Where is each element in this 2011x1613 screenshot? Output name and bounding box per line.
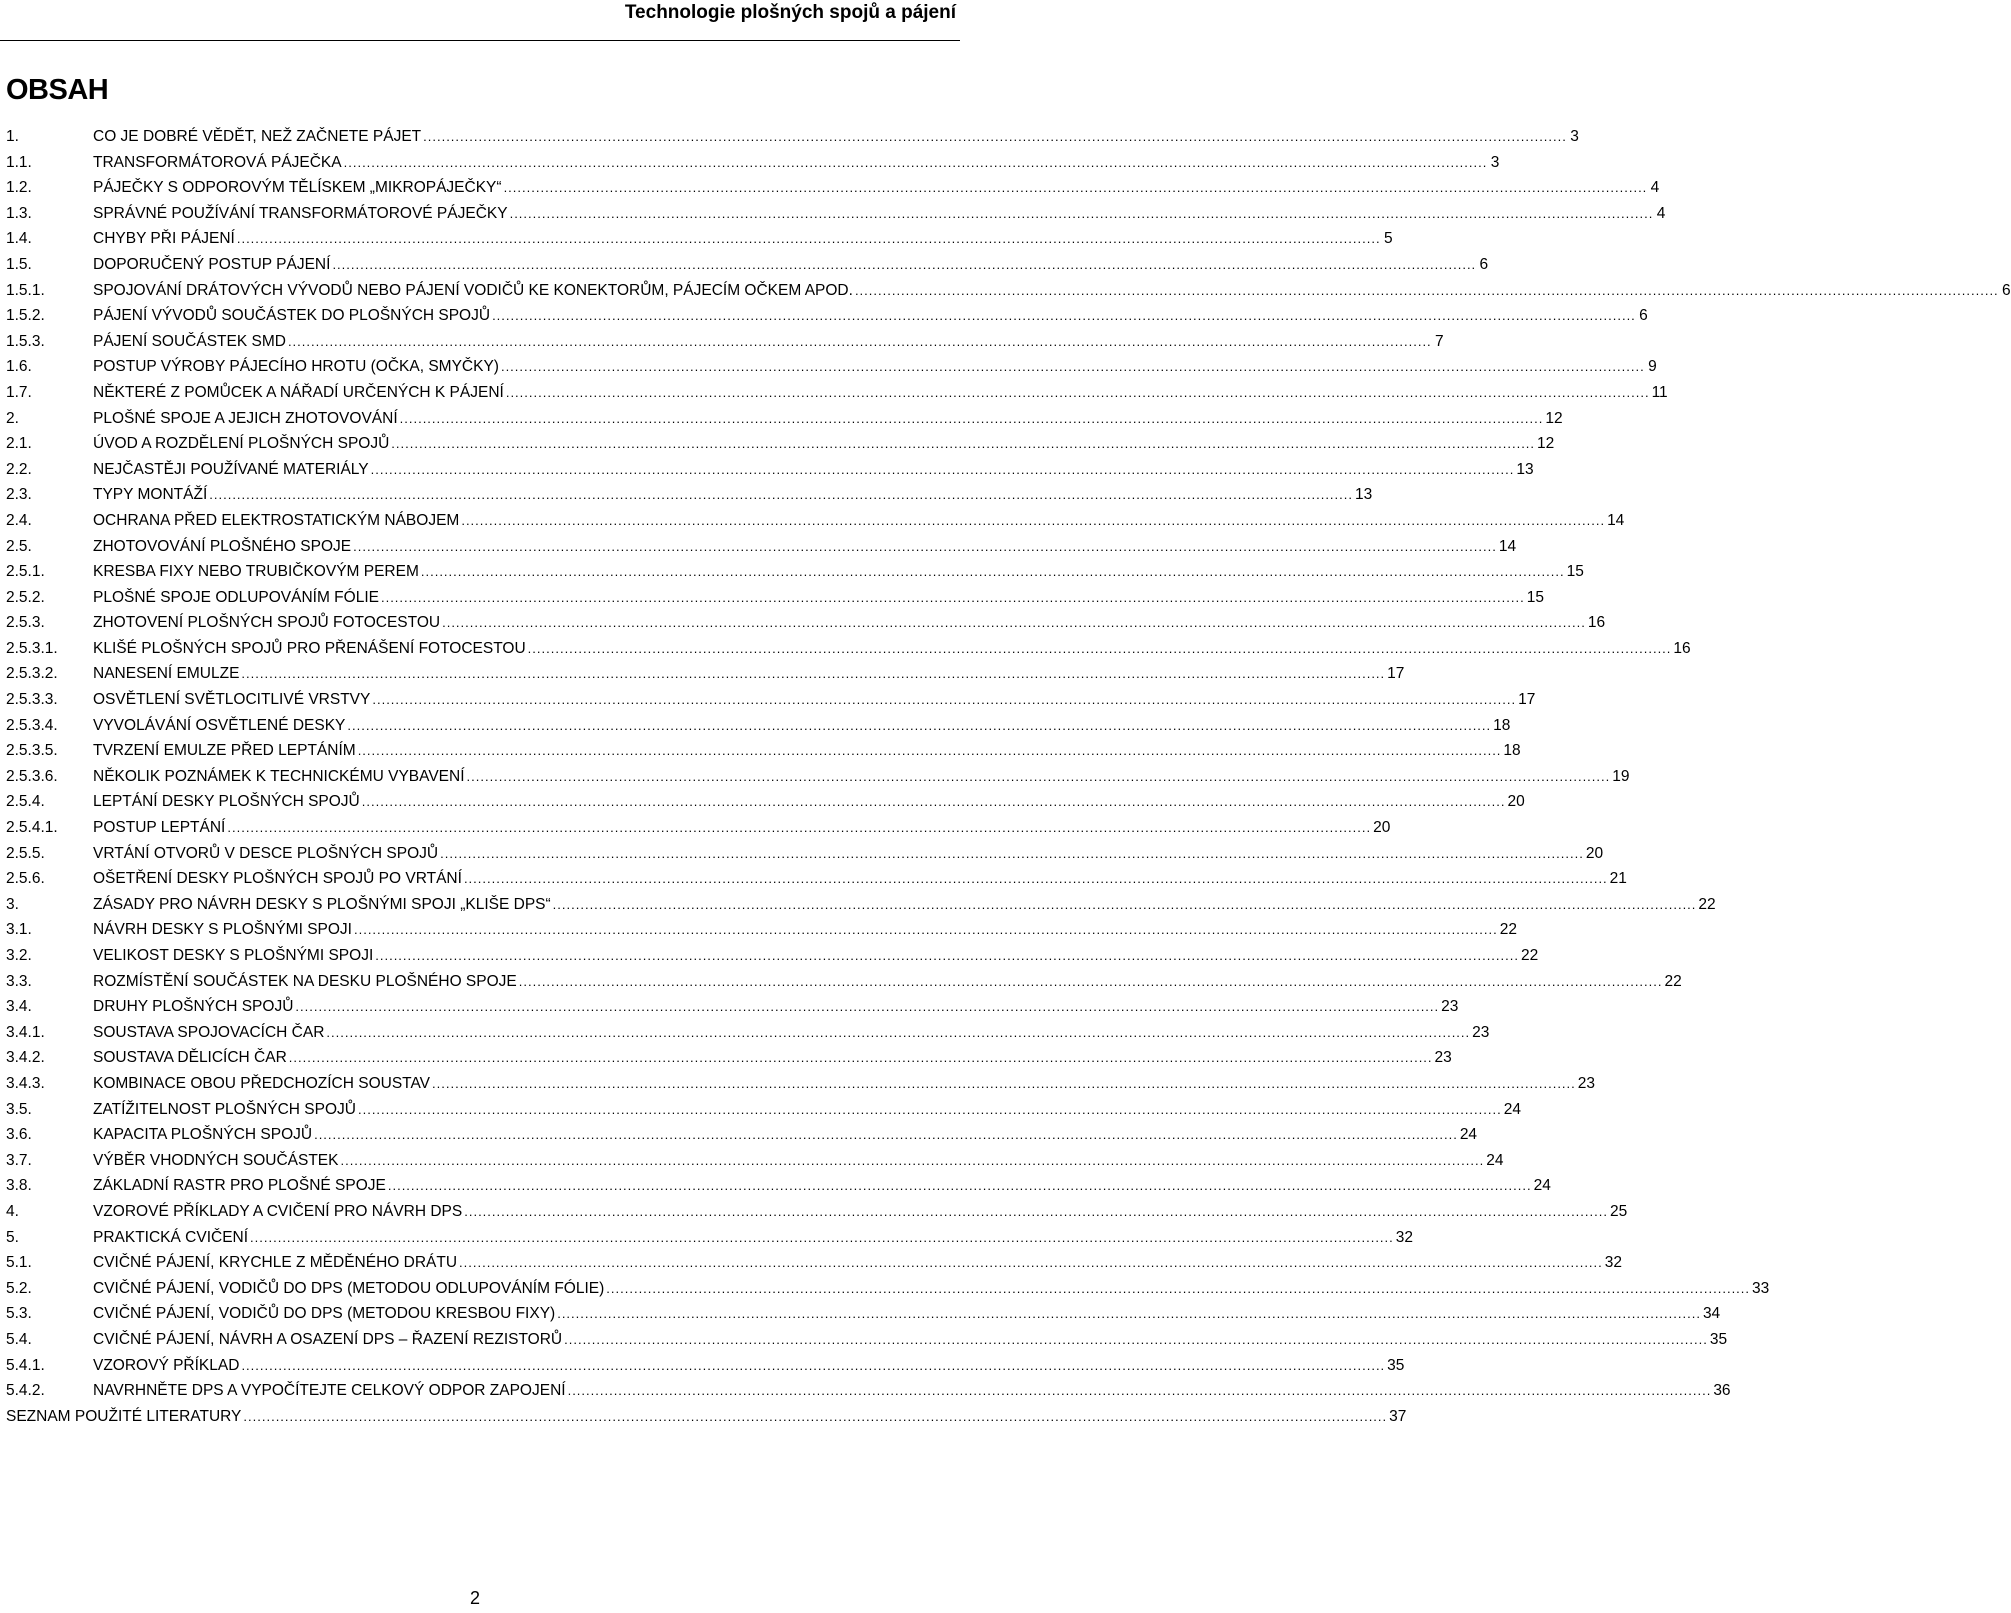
toc-entry[interactable] [6, 994, 1459, 1020]
toc-dot-leader [504, 175, 1648, 201]
toc-entry-number: 2. [6, 409, 19, 427]
toc-entry-page[interactable]: 4 [1650, 179, 1660, 197]
toc-entry[interactable] [6, 1225, 1414, 1251]
toc-entry-number: 2.5.4. [6, 793, 45, 811]
toc-entry[interactable] [6, 1353, 1405, 1379]
toc-entry-title[interactable]: VELIKOST DESKY S PLOŠNÝMI SPOJI [93, 947, 374, 964]
toc-entry-title[interactable]: CVIČNÉ PÁJENÍ, NÁVRH A OSAZENÍ DPS – ŘAZENÍ REZISTORŮ [93, 1330, 563, 1348]
toc-entry-title[interactable]: NĚKOLIK POZNÁMEK K TECHNICKÉMU VYBAVENÍ [93, 767, 465, 785]
toc-entry-title[interactable]: SOUSTAVA SPOJOVACÍCH ČAR [93, 1023, 325, 1041]
toc-entry-title[interactable]: NĚKTERÉ Z POMŮCEK A NÁŘADÍ URČENÝCH K PÁJENÍ [93, 383, 504, 401]
toc-entry-number: 3.1. [6, 921, 32, 939]
toc-entry[interactable] [6, 150, 1500, 176]
toc-entry-title[interactable]: KLIŠÉ PLOŠNÝCH SPOJŮ PRO PŘENÁŠENÍ FOTOCESTOU [93, 639, 526, 657]
toc-entry-page[interactable]: 20 [1585, 844, 1604, 862]
toc-entry[interactable] [6, 943, 1539, 969]
toc-dot-leader [464, 866, 1608, 892]
toc-entry-page[interactable]: 21 [1609, 870, 1627, 888]
toc-entry-page[interactable]: 4 [1656, 204, 1666, 222]
toc-dot-leader [295, 994, 1439, 1020]
toc-dot-leader [353, 534, 1497, 560]
page-header [0, 0, 960, 41]
toc-entry-title[interactable]: PLOŠNÉ SPOJE A JEJICH ZHOTOVOVÁNÍ [93, 409, 398, 427]
toc-entry-number: 1.5.3. [6, 332, 45, 350]
toc-entry-number: 2.3. [6, 486, 32, 504]
toc-entry-number: 3.4.1. [6, 1023, 45, 1041]
toc-dot-leader [501, 354, 1645, 380]
toc-entry[interactable] [6, 226, 1393, 252]
toc-entry-page[interactable]: 9 [1648, 358, 1657, 376]
toc-dot-leader [553, 892, 1697, 918]
toc-dot-leader [459, 1250, 1603, 1276]
toc-dot-leader [506, 380, 1650, 406]
toc-entry[interactable] [6, 713, 1511, 739]
toc-entry-page[interactable]: 15 [1526, 588, 1544, 606]
toc-entry[interactable] [6, 303, 1648, 329]
toc-dot-leader [358, 738, 1502, 764]
toc-entry[interactable] [6, 789, 1525, 815]
toc-entry-number: 2.2. [6, 460, 32, 478]
toc-entry[interactable] [6, 661, 1405, 687]
toc-entry-title[interactable]: ZÁKLADNÍ RASTR PRO PLOŠNÉ SPOJE [93, 1177, 386, 1195]
toc-entry[interactable] [6, 636, 1691, 662]
toc-entry-title[interactable]: LEPTÁNÍ DESKY PLOŠNÝCH SPOJŮ [93, 793, 360, 811]
toc-dot-leader [528, 636, 1672, 662]
toc-entry-title[interactable]: VYVOLÁVÁNÍ OSVĚTLENÉ DESKY [93, 716, 346, 734]
toc-dot-leader [243, 1404, 1387, 1430]
toc-entry-number: 3.4.2. [6, 1049, 45, 1067]
toc-entry-number: 3.3. [6, 972, 32, 990]
toc-entry[interactable] [6, 841, 1604, 867]
toc-entry-title[interactable]: VÝBĚR VHODNÝCH SOUČÁSTEK [93, 1151, 339, 1169]
toc-entry-number: 1.5.2. [6, 307, 45, 325]
toc-entry-title[interactable]: OCHRANA PŘED ELEKTROSTATICKÝM NÁBOJEM [93, 511, 460, 529]
toc-entry-page[interactable]: 24 [1486, 1151, 1504, 1169]
toc-entry[interactable] [6, 969, 1682, 995]
toc-entry-page[interactable]: 23 [1434, 1049, 1452, 1067]
toc-entry[interactable] [6, 892, 1716, 918]
toc-entry-title[interactable]: VRTÁNÍ OTVORŮ V DESCE PLOŠNÝCH SPOJŮ [93, 844, 439, 862]
toc-dot-leader [855, 278, 1999, 304]
toc-entry[interactable] [6, 1173, 1551, 1199]
toc-entry[interactable] [6, 508, 1625, 534]
toc-entry-number: 5. [6, 1228, 19, 1246]
toc-entry[interactable] [6, 1404, 1407, 1430]
toc-dot-leader [241, 661, 1385, 687]
toc-dot-leader [344, 150, 1488, 176]
toc-entry-title[interactable]: CO JE DOBRÉ VĚDĚT, NEŽ ZAČNETE PÁJET [93, 128, 422, 145]
toc-entry-title[interactable]: NÁVRH DESKY S PLOŠNÝMI SPOJI [93, 921, 352, 939]
toc-entry[interactable] [6, 354, 1657, 380]
toc-entry-title[interactable]: PRAKTICKÁ CVIČENÍ [93, 1228, 249, 1246]
toc-entry[interactable] [6, 431, 1555, 457]
toc-entry[interactable] [6, 1122, 1478, 1148]
toc-entry[interactable] [6, 1045, 1452, 1071]
toc-entry-page[interactable]: 13 [1516, 460, 1534, 478]
toc-dot-leader [464, 1199, 1608, 1225]
toc-entry[interactable] [6, 482, 1373, 508]
toc-entry-title[interactable]: CVIČNÉ PÁJENÍ, VODIČŮ DO DPS (METODOU ODLUPOVÁNÍM FÓLIE) [93, 1279, 605, 1297]
toc-entry-title[interactable]: NAVRHNĚTE DPS A VYPOČÍTEJTE CELKOVÝ ODPOR ZAPOJENÍ [93, 1382, 566, 1400]
toc-entry-title[interactable]: KOMBINACE OBOU PŘEDCHOZÍCH SOUSTAV [93, 1074, 431, 1092]
toc-entry-number: 1.7. [6, 383, 32, 401]
toc-entry[interactable] [6, 1378, 1731, 1404]
toc-dot-leader [432, 1071, 1576, 1097]
toc-entry[interactable] [6, 201, 1666, 227]
toc-entry-number: 1.6. [6, 358, 32, 376]
toc-entry-page[interactable]: 23 [1577, 1074, 1596, 1092]
toc-entry-title[interactable]: ZATÍŽITELNOST PLOŠNÝCH SPOJŮ [93, 1100, 356, 1118]
toc-entry-number: 1.2. [6, 179, 32, 197]
toc-entry-page[interactable]: 17 [1518, 691, 1536, 709]
toc-entry[interactable] [6, 175, 1660, 201]
toc-entry-title[interactable]: NANESENÍ EMULZE [93, 665, 240, 683]
toc-dot-leader [358, 1097, 1502, 1123]
toc-entry[interactable] [6, 534, 1517, 560]
toc-dot-leader [362, 789, 1506, 815]
toc-entry-title[interactable]: CHYBY PŘI PÁJENÍ [93, 230, 235, 248]
toc-dot-leader [606, 1276, 1750, 1302]
toc-entry-title[interactable]: ZÁSADY PRO NÁVRH DESKY S PLOŠNÝMI SPOJI „KLIŠE DPS“ [93, 895, 551, 913]
toc-entry-page[interactable]: 20 [1373, 819, 1391, 837]
toc-dot-leader [375, 943, 1519, 969]
toc-entry-page[interactable]: 15 [1566, 563, 1584, 581]
toc-entry-title[interactable]: VZOROVÝ PŘÍKLAD [93, 1356, 240, 1374]
toc-entry-page[interactable]: 19 [1612, 767, 1630, 785]
toc-entry-number: 2.1. [6, 435, 32, 453]
toc-entry[interactable] [6, 457, 1534, 483]
toc-dot-leader [289, 1045, 1433, 1071]
toc-entry-number: 1.3. [6, 204, 32, 222]
toc-dot-leader [421, 559, 1565, 585]
toc-entry-page[interactable]: 24 [1459, 1126, 1478, 1144]
toc-entry-number: 3.7. [6, 1151, 32, 1169]
toc-dot-leader [381, 585, 1525, 611]
toc-dot-leader [440, 841, 1584, 867]
toc-entry-page[interactable]: 18 [1493, 716, 1511, 734]
toc-entry-title[interactable]: TRANSFORMÁTOROVÁ PÁJEČKA [93, 153, 342, 171]
toc-entry-page[interactable]: 3 [1490, 153, 1500, 171]
toc-entry-page[interactable]: 25 [1609, 1202, 1628, 1220]
toc-entry[interactable] [6, 738, 1521, 764]
toc-dot-leader [391, 431, 1535, 457]
toc-entry-page[interactable]: 24 [1503, 1100, 1521, 1118]
toc-entry-page[interactable]: 12 [1545, 409, 1563, 427]
toc-entry[interactable] [6, 1327, 1728, 1353]
toc-entry-number: 2.5. [6, 537, 32, 555]
toc-entry[interactable] [6, 380, 1668, 406]
toc-dot-leader [568, 1378, 1712, 1404]
toc-entry-page[interactable]: 35 [1387, 1356, 1405, 1374]
toc-entry-page[interactable]: 32 [1604, 1254, 1623, 1272]
toc-entry[interactable] [6, 610, 1606, 636]
toc-entry[interactable] [6, 1020, 1490, 1046]
document-title: Technologie plošných spojů a pájení [624, 2, 956, 23]
toc-entry-title[interactable]: ÚVOD A ROZDĚLENÍ PLOŠNÝCH SPOJŮ [93, 435, 390, 453]
toc-entry-page[interactable]: 20 [1507, 793, 1525, 811]
toc-entry-page[interactable]: 17 [1387, 665, 1405, 683]
toc-dot-leader [400, 406, 1544, 432]
toc-entry[interactable] [6, 764, 1630, 790]
toc-entry-title[interactable]: DOPORUČENÝ POSTUP PÁJENÍ [93, 255, 331, 273]
toc-entry-page[interactable]: 22 [1499, 921, 1517, 939]
toc-entry-page[interactable]: 6 [2002, 281, 2011, 299]
toc-entry-title[interactable]: CVIČNÉ PÁJENÍ, KRYCHLE Z MĚDĚNÉHO DRÁTU [93, 1254, 458, 1272]
toc-entry-title[interactable]: NEJČASTĚJI POUŽÍVANÉ MATERIÁLY [93, 460, 369, 478]
toc-entry[interactable] [6, 1250, 1623, 1276]
toc-entry-title[interactable]: TYPY MONTÁŽÍ [93, 486, 208, 504]
toc-entry-page[interactable]: 23 [1472, 1023, 1490, 1041]
toc-entry-title[interactable]: VZOROVÉ PŘÍKLADY A CVIČENÍ PRO NÁVRH DPS [93, 1202, 463, 1220]
toc-entry-number: 1.5. [6, 255, 32, 273]
toc-entry-title[interactable]: ZHOTOVENÍ PLOŠNÝCH SPOJŮ FOTOCESTOU [93, 614, 441, 632]
toc-dot-leader [347, 713, 1491, 739]
toc-entry-number: 2.5.3.2. [6, 665, 58, 683]
toc-dot-leader [326, 1020, 1470, 1046]
toc-entry[interactable] [6, 329, 1444, 355]
toc-entry-page[interactable]: 22 [1520, 947, 1539, 964]
toc-entry-page[interactable]: 18 [1503, 742, 1521, 760]
toc-entry[interactable] [6, 585, 1544, 611]
toc-entry[interactable] [6, 1071, 1596, 1097]
toc-entry[interactable] [6, 1148, 1504, 1174]
toc-entry-title[interactable]: OSVĚTLENÍ SVĚTLOCITLIVÉ VRSTVY [93, 691, 371, 709]
toc-entry-page[interactable]: 24 [1533, 1177, 1551, 1195]
toc-entry-number: 3. [6, 895, 19, 913]
toc-dot-leader [467, 764, 1611, 790]
toc-entry[interactable] [6, 1097, 1521, 1123]
toc-entry-number: 2.5.3. [6, 614, 45, 632]
toc-entry-page[interactable]: 6 [1639, 307, 1648, 325]
toc-entry[interactable] [6, 252, 1489, 278]
toc-dot-leader [461, 508, 1605, 534]
toc-entry-number: 2.5.1. [6, 563, 45, 581]
toc-entry-title[interactable]: OŠETŘENÍ DESKY PLOŠNÝCH SPOJŮ PO VRTÁNÍ [93, 870, 462, 888]
toc-entry-number: 5.4.2. [6, 1382, 45, 1400]
toc-entry-number: 1.5.1. [6, 281, 45, 299]
toc-entry-number: 1.1. [6, 153, 32, 171]
toc-entry-number: 5.4. [6, 1330, 32, 1348]
toc-entry-title[interactable]: ROZMÍSTĚNÍ SOUČÁSTEK NA DESKU PLOŠNÉHO SPOJE [93, 972, 517, 990]
table-of-contents [6, 124, 2011, 1429]
toc-entry[interactable] [6, 815, 1391, 841]
toc-entry-title[interactable]: DRUHY PLOŠNÝCH SPOJŮ [93, 998, 294, 1016]
toc-dot-leader [288, 329, 1432, 355]
toc-entry-number: 2.5.3.6. [6, 767, 58, 785]
toc-entry-title[interactable]: TVRZENÍ EMULZE PŘED LEPTÁNÍM [93, 742, 356, 760]
toc-entry[interactable] [6, 559, 1584, 585]
toc-entry[interactable] [6, 406, 1563, 432]
toc-entry-title[interactable]: PÁJENÍ SOUČÁSTEK SMD [93, 332, 286, 350]
toc-dot-leader [209, 482, 1353, 508]
toc-entry-page[interactable]: 6 [1479, 255, 1489, 273]
toc-entry-page[interactable]: 16 [1587, 614, 1606, 632]
toc-entry-title[interactable]: POSTUP VÝROBY PÁJECÍHO HROTU (OČKA, SMYČKY) [93, 358, 499, 376]
toc-dot-leader [519, 969, 1663, 995]
toc-entry-title[interactable]: KRESBA FIXY NEBO TRUBIČKOVÝM PEREM [93, 563, 419, 581]
toc-entry-title[interactable]: PÁJENÍ VÝVODŮ SOUČÁSTEK DO PLOŠNÝCH SPOJŮ [93, 307, 491, 325]
toc-entry-number: 3.4. [6, 998, 32, 1016]
toc-entry-page[interactable]: 7 [1435, 332, 1444, 350]
toc-entry-page[interactable]: 11 [1651, 383, 1668, 401]
toc-entry-page[interactable]: 34 [1702, 1305, 1721, 1323]
toc-entry-number: 2.5.3.4. [6, 716, 58, 734]
toc-entry-page[interactable]: 14 [1498, 537, 1517, 555]
toc-entry[interactable] [6, 1199, 1628, 1225]
toc-entry-number: 2.5.4.1. [6, 819, 58, 837]
toc-dot-leader [314, 1122, 1458, 1148]
toc-entry-page[interactable]: 3 [1570, 128, 1579, 145]
page-number: 2 [469, 1588, 480, 1608]
toc-entry[interactable] [6, 687, 1536, 713]
toc-entry-number: 4. [6, 1202, 19, 1220]
toc-entry-number: 2.5.3.3. [6, 691, 58, 709]
toc-entry-number: 2.5.3.5. [6, 742, 58, 760]
toc-dot-leader [564, 1327, 1708, 1353]
toc-entry-page[interactable]: 35 [1709, 1330, 1728, 1348]
toc-entry-number: 2.5.5. [6, 844, 45, 862]
toc-entry-page[interactable]: 23 [1441, 998, 1459, 1016]
toc-entry-number: 3.5. [6, 1100, 32, 1118]
toc-entry-number: 3.4.3. [6, 1074, 45, 1092]
toc-entry-number: 1. [6, 128, 19, 145]
toc-entry-title[interactable]: KAPACITA PLOŠNÝCH SPOJŮ [93, 1126, 313, 1144]
toc-entry-page[interactable]: 22 [1698, 895, 1716, 913]
toc-entry-number: 5.1. [6, 1254, 32, 1272]
toc-entry-page[interactable]: 22 [1664, 972, 1682, 990]
toc-entry-page[interactable]: 13 [1355, 486, 1373, 504]
toc-dot-leader [372, 687, 1516, 713]
toc-dot-leader [442, 610, 1586, 636]
toc-entry[interactable] [6, 278, 2011, 304]
toc-entry-page[interactable]: 16 [1673, 639, 1691, 657]
toc-entry-title[interactable]: PÁJEČKY S ODPOROVÝM TĚLÍSKEM „MIKROPÁJEČKY“ [93, 179, 502, 197]
toc-entry-page[interactable]: 14 [1607, 511, 1625, 529]
toc-entry-page[interactable]: 37 [1389, 1407, 1407, 1425]
toc-entry-title[interactable]: POSTUP LEPTÁNÍ [93, 819, 226, 837]
toc-dot-leader [237, 226, 1381, 252]
toc-entry[interactable] [6, 124, 1579, 150]
toc-entry-title[interactable]: SPOJOVÁNÍ DRÁTOVÝCH VÝVODŮ NEBO PÁJENÍ VODIČŮ KE KONEKTORŮM, PÁJECÍM OČKEM APOD. [93, 281, 853, 299]
toc-entry-number: 3.8. [6, 1177, 32, 1195]
toc-entry-number: 2.4. [6, 511, 32, 529]
toc-entry-number: 5.3. [6, 1305, 32, 1323]
toc-entry-number: 3.6. [6, 1126, 32, 1144]
toc-entry[interactable] [6, 866, 1627, 892]
toc-entry-page[interactable]: 12 [1537, 435, 1555, 453]
toc-entry-number: 5.4.1. [6, 1356, 45, 1374]
toc-entry[interactable] [6, 1276, 1770, 1302]
toc-entry[interactable] [6, 917, 1517, 943]
toc-dot-leader [332, 252, 1476, 278]
toc-entry-number: 2.5.6. [6, 870, 45, 888]
toc-dot-leader [241, 1353, 1385, 1379]
toc-dot-leader [227, 815, 1371, 841]
toc-entry-title[interactable]: CVIČNÉ PÁJENÍ, VODIČŮ DO DPS (METODOU KRESBOU FIXY) [93, 1305, 556, 1323]
toc-heading: OBSAH [6, 74, 109, 106]
toc-dot-leader [423, 124, 1567, 150]
toc-entry-number: 3.2. [6, 947, 32, 964]
toc-entry-number: 2.5.3.1. [6, 639, 58, 657]
toc-dot-leader [510, 201, 1654, 227]
toc-entry-title[interactable]: PLOŠNÉ SPOJE ODLUPOVÁNÍM FÓLIE [93, 588, 379, 606]
toc-entry-page[interactable]: 36 [1713, 1382, 1731, 1400]
toc-entry-page[interactable]: 33 [1752, 1279, 1770, 1297]
toc-dot-leader [354, 917, 1498, 943]
toc-dot-leader [492, 303, 1636, 329]
toc-entry[interactable] [6, 1301, 1721, 1327]
toc-entry-number: 5.2. [6, 1279, 32, 1297]
toc-dot-leader [340, 1148, 1484, 1174]
toc-entry-title[interactable]: ZHOTOVOVÁNÍ PLOŠNÉHO SPOJE [93, 537, 352, 555]
toc-entry-title[interactable]: SEZNAM POUŽITÉ LITERATURY [6, 1407, 242, 1425]
toc-entry-title[interactable]: SPRÁVNÉ POUŽÍVÁNÍ TRANSFORMÁTOROVÉ PÁJEČKY [93, 204, 508, 222]
toc-dot-leader [557, 1301, 1701, 1327]
toc-dot-leader [250, 1225, 1394, 1251]
toc-dot-leader [371, 457, 1515, 483]
toc-entry-page[interactable]: 32 [1395, 1228, 1414, 1246]
toc-entry-page[interactable]: 5 [1383, 230, 1393, 248]
toc-entry-number: 1.4. [6, 230, 32, 248]
toc-entry-number: 2.5.2. [6, 588, 45, 606]
toc-entry-title[interactable]: SOUSTAVA DĚLICÍCH ČAR [93, 1049, 287, 1067]
toc-dot-leader [388, 1173, 1532, 1199]
